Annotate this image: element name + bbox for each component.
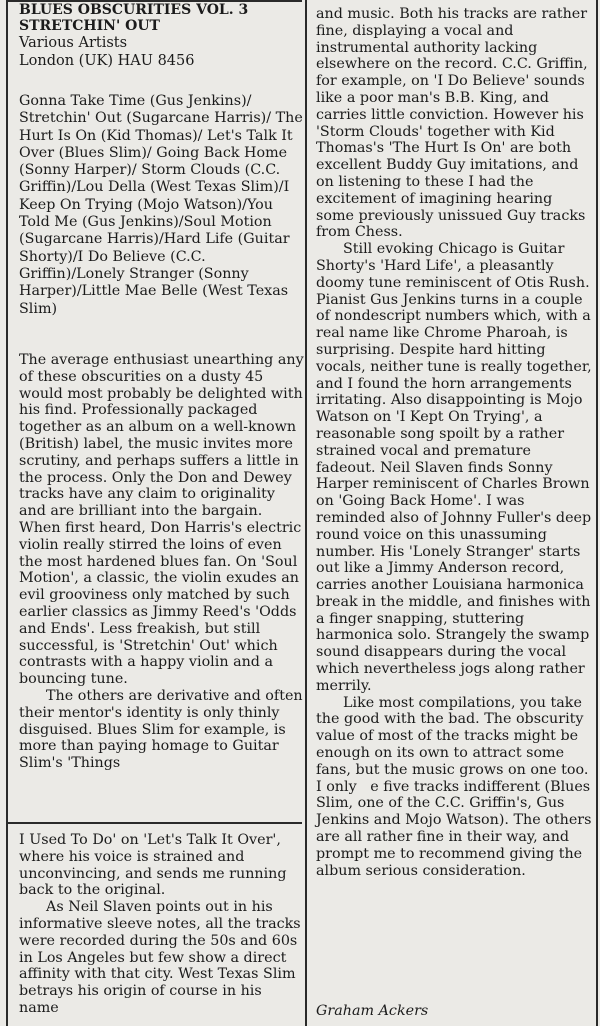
paragraph-3-continued: and music. Both his tracks are rather fine, displaying a vocal and instrumental authority lacking elsewhere on the record. C.C. Griffin, for example, on 'I Do Believe' sounds like a poor man's B.B. King, and carries little conviction. However his 'Storm Clouds' together with Kid Thomas's 'The Hurt Is On' are both excellent Buddy Guy imitations, and on listening to these I had the excitement of imagining hearing some previously unissued Guy tracks from Chess. [316,6,588,241]
album-title [19,2,304,34]
section-rule [6,822,302,824]
tracklist: Gonna Take Time (Gus Jenkins)/ Stretchin' Out (Sugarcane Harris)/ The Hurt Is On (Kid Thomas)/ Let's Talk It Over (Blues Slim)/ Going Back Home (Sonny Harper)/ Storm Clouds (C.C. Griffin)/Lou Della (West Texas Slim)/I Keep On Trying (Mojo Watson)/You Told Me (Gus Jenkins)/Soul Motion (Sugarcane Harris)/Hard Life (Guitar Shorty)/I Do Believe (C.C. Griffin)/Lonely Stranger (Sonny Harper)/Little Mae Belle (West Texas Slim) [19,93,303,317]
paragraph-2: The others are derivative and often their mentor's identity is only thinly disguised. Blues Slim for example, is more than paying homage to Guitar Slim's 'Things [19,687,303,772]
author-signature: Graham Ackers [316,1003,429,1019]
album-title-line2: STRETCHIN' OUT [19,18,160,34]
paragraph-2-continued: I Used To Do' on 'Let's Talk It Over', where his voice is strained and unconvincing, and sends me running back to the original. [19,832,287,899]
left-column-body [19,352,304,772]
left-column-continuation [19,832,304,1017]
right-border [596,0,598,1026]
label-line: London (UK) HAU 8456 [19,53,195,69]
artist-line: Various Artists [19,35,128,51]
right-column-body [316,6,594,879]
album-title-line1: BLUES OBSCURITIES VOL. 3 [19,2,249,18]
paragraph-4: Still evoking Chicago is Guitar Shorty's 'Hard Life', a pleasantly doomy tune reminiscent of Otis Rush. Pianist Gus Jenkins turns in a couple of nondescript numbers which, with a real name like Chrome Pharoah, is surprising. Despite hard hitting vocals, neither tune is really together, and I found the horn arrangements irritating. Also disappointing is Mojo Watson on 'I Kept On Trying', a reasonable song spoilt by a rather strained vocal and premature fadeout. Neil Slaven finds Sonny Harper reminiscent of Charles Brown on 'Going Back Home'. I was reminded also of Johnny Fuller's deep round voice on this unassuming number. His 'Lonely Stranger' starts out like a Jimmy Anderson record, carries another Louisiana harmonica break in the middle, and finishes with a finger snapping, stuttering harmonica solo. Strangely the swamp sound disappears during the vocal which nevertheless jogs along rather merrily. [316,241,592,694]
paragraph-3: As Neil Slaven points out in his informative sleeve notes, all the tracks were recorded during the 50s and 60s in Los Angeles but few show a direct affinity with that city. West Texas Slim betrays his origin of course in his name [19,899,301,1016]
paragraph-1: The average enthusiast unearthing any of these obscurities on a dusty 45 would most probably be delighted with his find. Professionally packaged together as an album on a well-known (British) label, the music invites more scrutiny, and perhaps suffers a little in the process. Only the Don and Dewey tracks have any claim to originality and are brilliant into the bargain. When first heard, Don Harris's electric violin really stirred the loins of even the most hardened blues fan. On 'Soul Motion', a classic, the violin exudes an evil grooviness only matched by such earlier classics as Jimmy Reed's 'Odds and Ends'. Less freakish, but still successful, is 'Stretchin' Out' which contrasts with a happy violin and a bouncing tune. [19,352,304,688]
paragraph-5: Like most compilations, you take the good with the bad. The obscurity value of most of the tracks might be enough on its own to attract some fans, but the music grows on one too. I only e five tracks indifferent (Blues Slim, one of the C.C. Griffin's, Gus Jenkins and Mojo Watson). The others are all rather fine in their way, and prompt me to recommend giving the album serious consideration. [316,694,592,879]
column-divider [305,0,307,1026]
left-border [6,0,8,1026]
